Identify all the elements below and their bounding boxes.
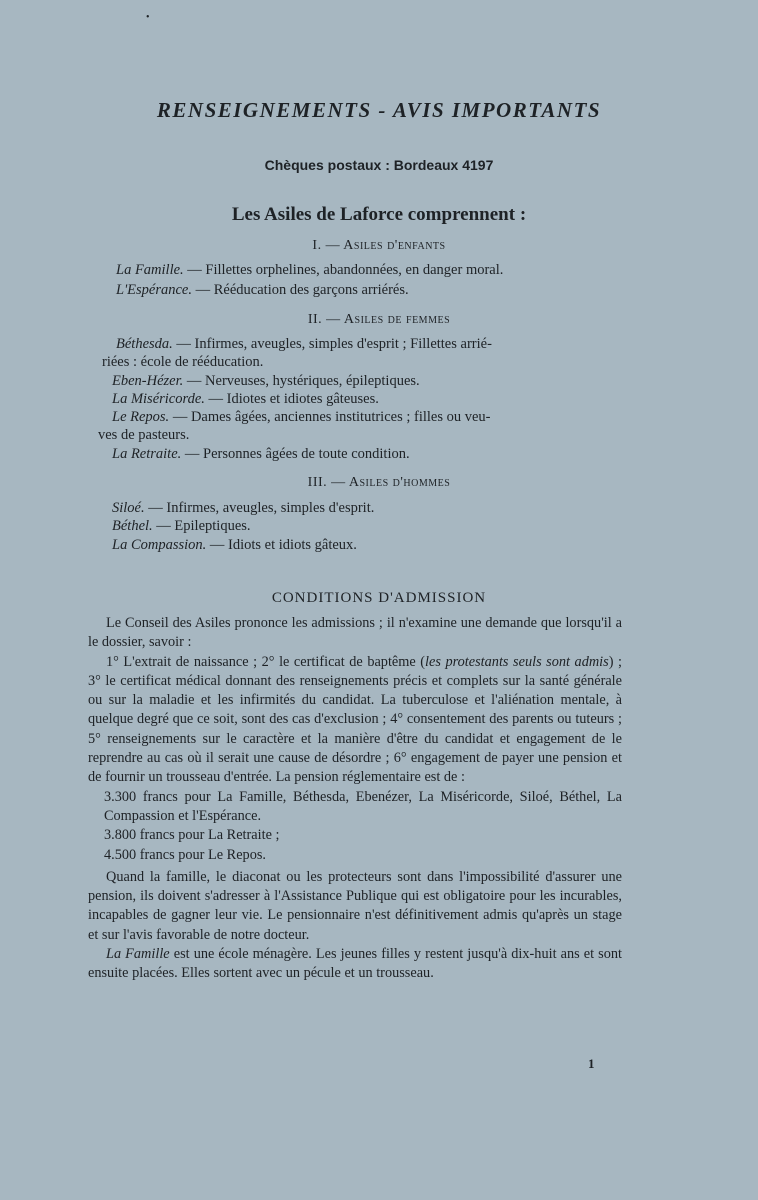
asylum-entry: Siloé. — Infirmes, aveugles, simples d'esprit. <box>112 500 375 516</box>
asylums-heading: Les Asiles de Laforce comprennent : <box>231 204 527 225</box>
asylum-entry: La Retraite. — Personnes âgées de toute condition. <box>112 446 410 462</box>
asylum-entry-continuation: riées : école de rééducation. <box>102 354 264 370</box>
pension-rate-3: 4.500 francs pour Le Repos. <box>104 846 266 863</box>
postal-checks-line: Chèques postaux : Bordeaux 4197 <box>264 157 494 173</box>
asylum-entry: Le Repos. — Dames âgées, anciennes institutrices ; filles ou veu- <box>112 409 491 425</box>
school-paragraph: La Famille est une école ménagère. Les jeunes filles y restent jusqu'à dix-huit ans et sont ensuite placées. Elles sortent avec un pécule et un trousseau. <box>88 946 622 982</box>
asylum-entry-continuation: ves de pasteurs. <box>98 427 190 443</box>
conditions-intro: Le Conseil des Asiles prononce les admissions ; il n'examine une demande que lorsqu'il a le dossier, savoir : <box>88 615 622 651</box>
asylum-entry: Eben-Hézer. — Nerveuses, hystériques, épileptiques. <box>112 373 420 389</box>
section-label-men: III. — Asiles d'hommes <box>307 475 451 490</box>
conditions-documents: 1° L'extrait de naissance ; 2° le certificat de baptême (les protestants seuls sont admis) ; 3° le certificat médical donnant des renseignements précis et complets sur la santé générale ou sur la maladie et les infirmités du candidat. La tuberculose et l'aliénation mentale, à quelque degré que ce soit, sont des cas d'exclusion ; 4° consentement des parents ou tuteurs ; 5° renseignements sur le caractère et la manière d'être du candidat et engagement de le reprendre au cas où il serait une cause de désordre ; 6° engagement de payer une pension et de fournir un trousseau d'entrée. La pension réglementaire est de : <box>88 653 622 786</box>
asylum-entry: La Miséricorde. — Idiotes et idiotes gâteuses. <box>112 391 379 407</box>
conditions-text <box>88 614 622 984</box>
asylum-entry: Béthel. — Epileptiques. <box>112 518 251 534</box>
pension-rate-2: 3.800 francs pour La Retraite ; <box>104 827 280 844</box>
asylum-entry: La Famille. — Fillettes orphelines, abandonnées, en danger moral. <box>116 262 504 278</box>
section-label-women: II. — Asiles de femmes <box>307 312 451 327</box>
conditions-title: CONDITIONS D'ADMISSION <box>271 590 487 606</box>
asylum-entry: Béthesda. — Infirmes, aveugles, simples d'esprit ; Fillettes arrié- <box>116 336 492 352</box>
asylum-entry: L'Espérance. — Rééducation des garçons arriérés. <box>116 282 409 298</box>
section-label-children: I. — Asiles d'enfants <box>312 238 446 253</box>
page-number: 1 <box>588 1056 595 1071</box>
pension-rate-1: 3.300 francs pour La Famille, Béthesda, Ebenézer, La Miséricorde, Siloé, Béthel, La Compassion et l'Espérance. <box>104 788 622 824</box>
asylum-entry: La Compassion. — Idiots et idiots gâteux. <box>112 537 357 553</box>
public-assistance-paragraph: Quand la famille, le diaconat ou les protecteurs sont dans l'impossibilité d'assurer une pension, ils doivent s'adresser à l'Assistance Publique qui est obligatoire pour les incurables, incapables de gagner leur vie. Le pensionnaire n'est définitivement admis qu'après un stage et sur l'avis favorable de notre docteur. <box>88 868 622 943</box>
print-speck: • <box>146 12 150 23</box>
page-title: RENSEIGNEMENTS - AVIS IMPORTANTS <box>156 98 602 122</box>
